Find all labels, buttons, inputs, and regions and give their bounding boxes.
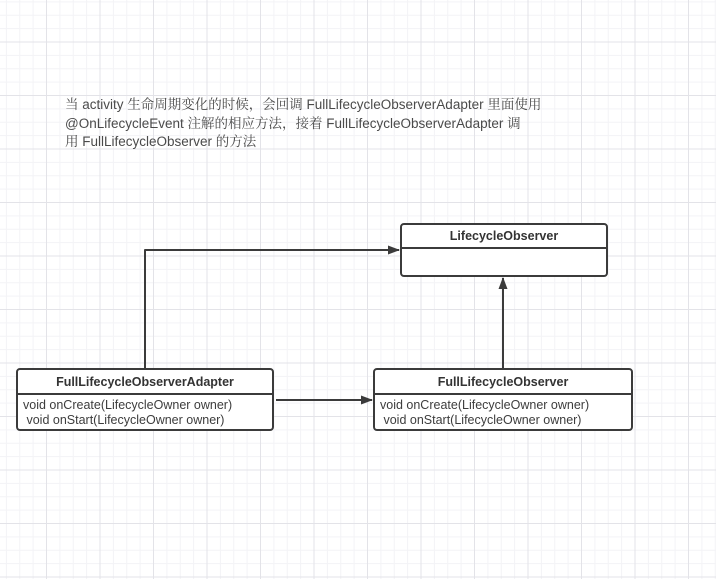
arrow-adapter-to-lifecycleobserver[interactable] [145, 250, 399, 368]
class-body-empty [402, 249, 606, 275]
class-title: LifecycleObserver [402, 225, 606, 249]
note-line: @OnLifecycleEvent 注解的相应方法，接着 FullLifecycleObserverAdapter 调 [65, 115, 521, 131]
class-body [375, 395, 631, 429]
note-annotation[interactable] [65, 96, 541, 152]
class-box-fulllifecycleobserver[interactable] [373, 368, 633, 431]
note-line: 当 activity 生命周期变化的时候，会回调 FullLifecycleObserverAdapter 里面使用 [65, 97, 542, 112]
class-title: FullLifecycleObserverAdapter [18, 370, 272, 395]
method-onstart: void onStart(LifecycleOwner owner) [380, 413, 582, 427]
method-oncreate: void onCreate(LifecycleOwner owner) [380, 398, 590, 412]
method-oncreate: void onCreate(LifecycleOwner owner) [23, 398, 233, 412]
class-title: FullLifecycleObserver [375, 370, 631, 395]
class-box-fulllifecycleobserveradapter[interactable] [16, 368, 274, 431]
note-line: 用 FullLifecycleObserver 的方法 [65, 134, 257, 149]
method-onstart: void onStart(LifecycleOwner owner) [23, 413, 225, 427]
class-box-lifecycleobserver[interactable] [400, 223, 608, 277]
class-body [18, 395, 272, 429]
